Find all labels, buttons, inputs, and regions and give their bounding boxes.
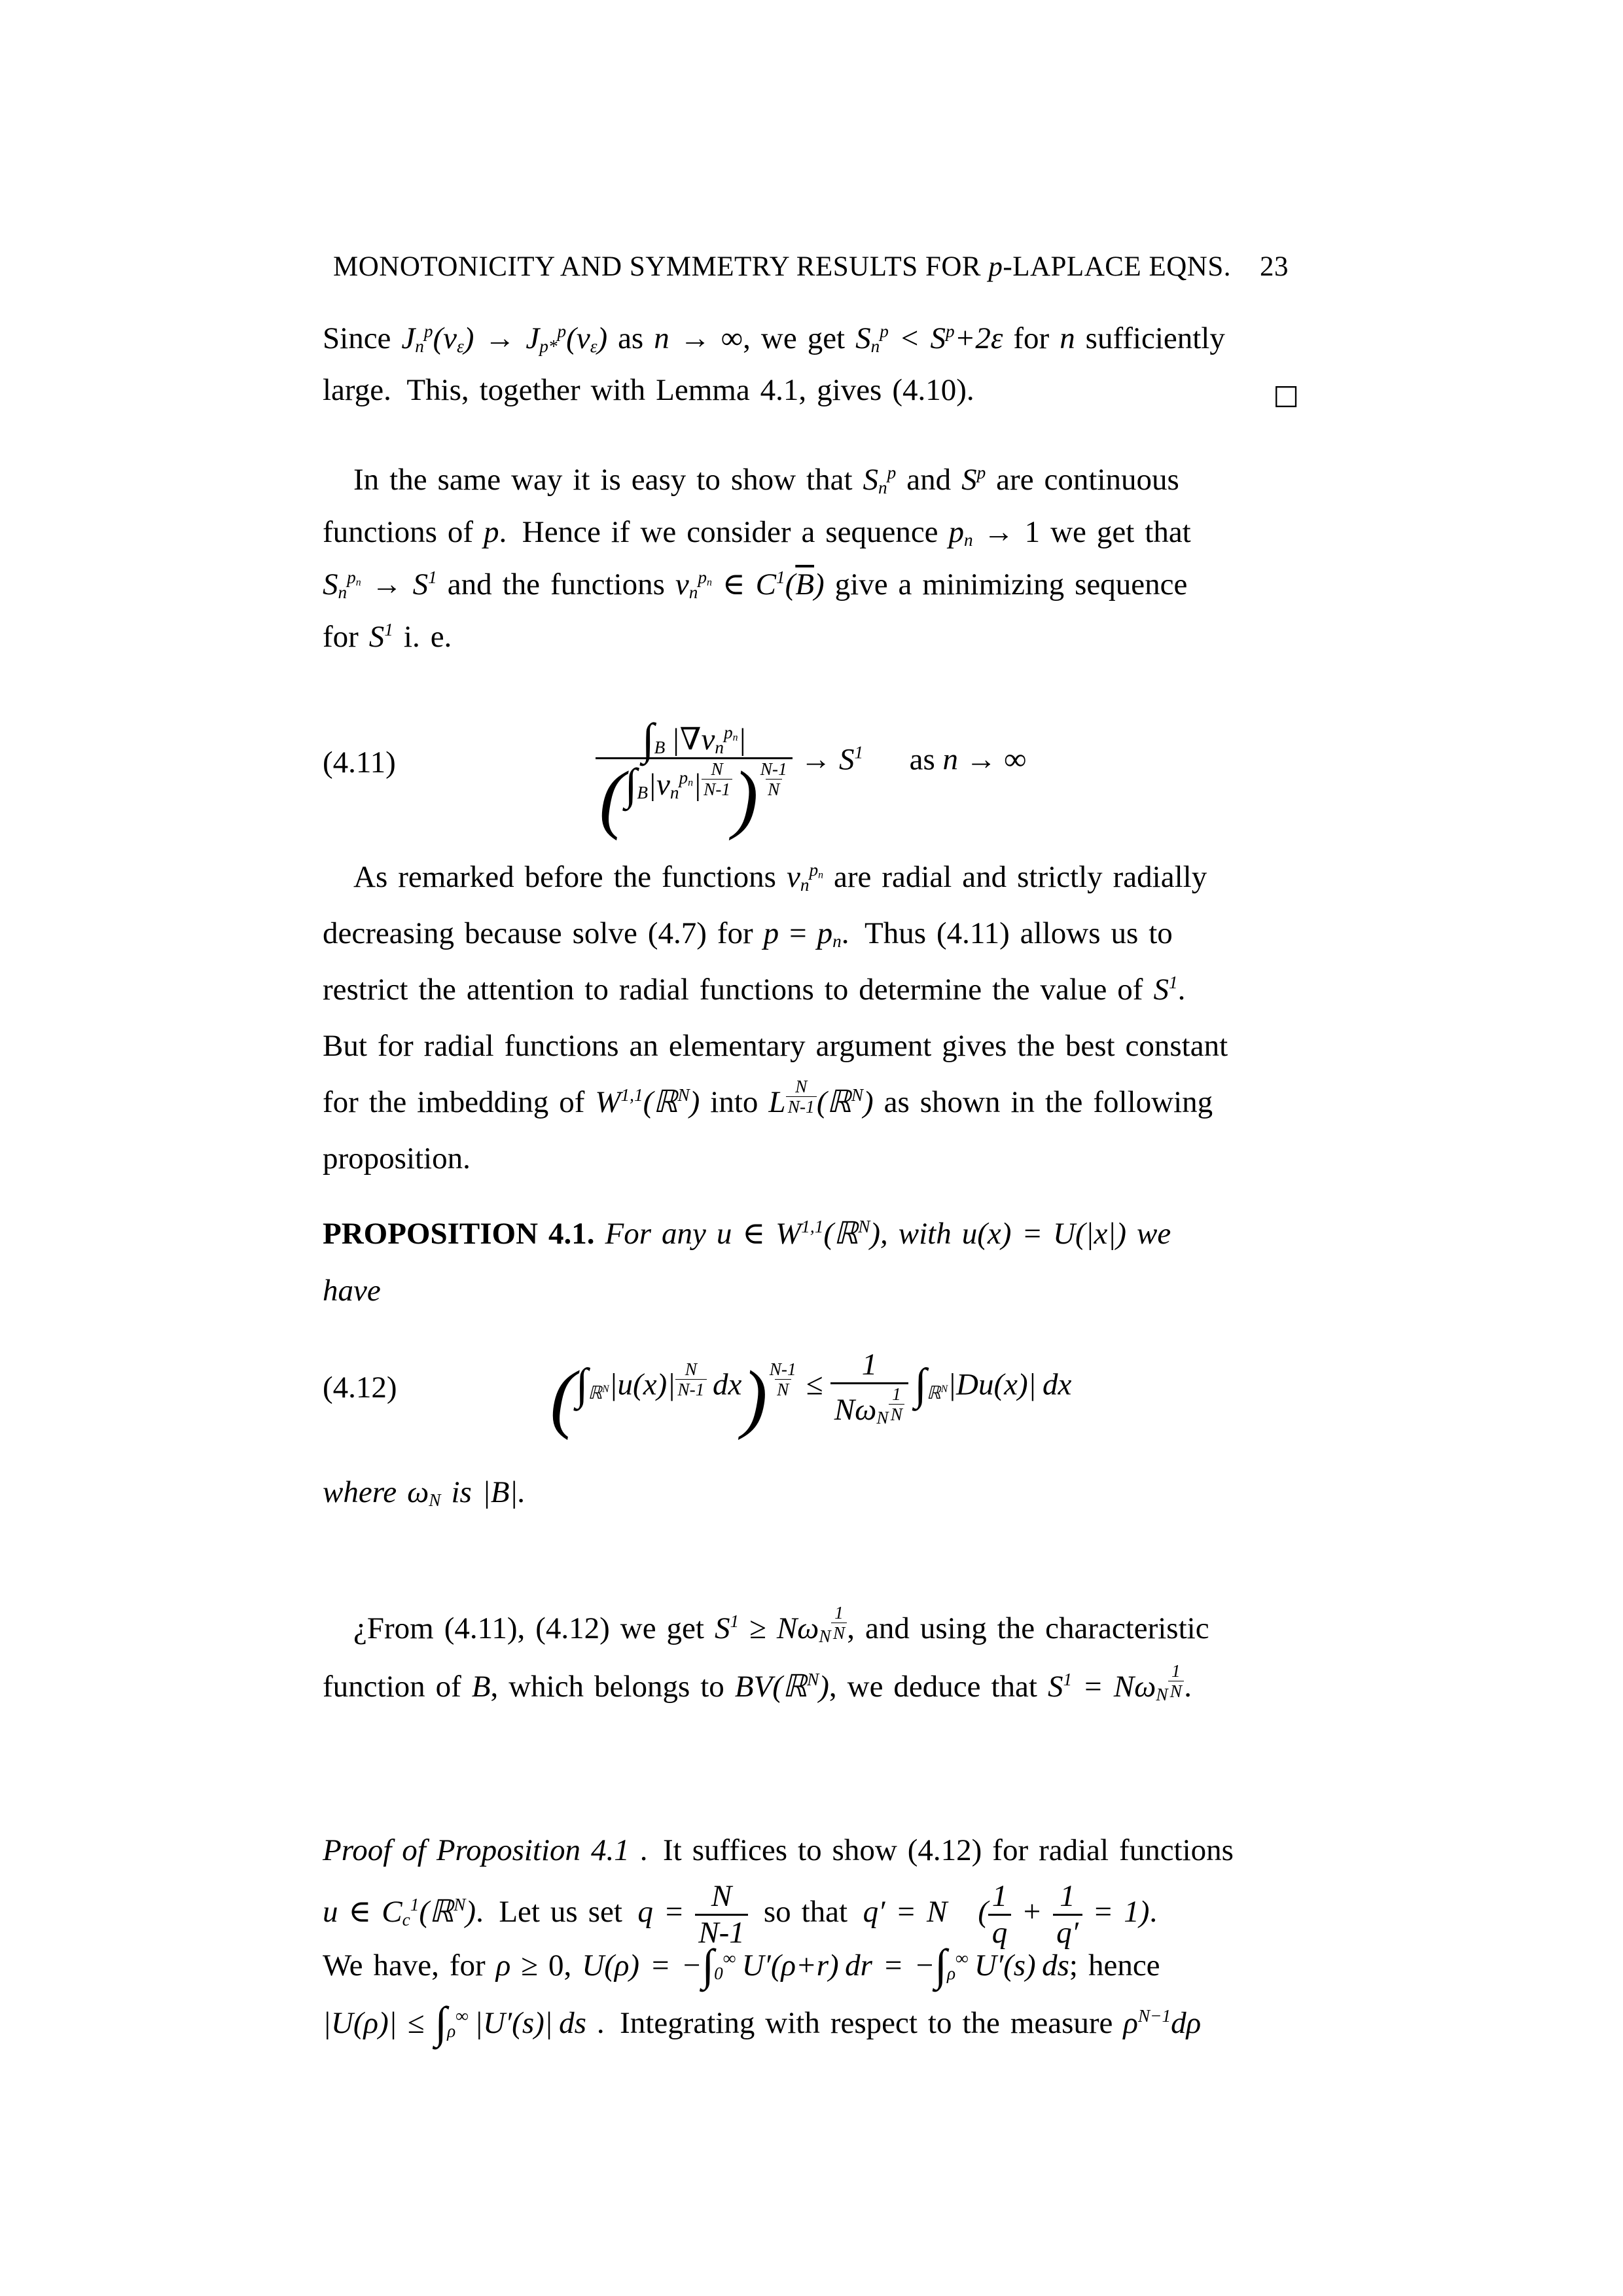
equation-formula: ($\int_{ℝ^N}|u(x)|$ $^{\frac{N}{N-1}}$ dx) $^{\frac{N-1}{N}}$ ≤ 1 $N\omega_N$ $^{\frac{1}{N}}$ $\int_{ℝ^N}|Du(x)|$ dx (550, 1348, 1072, 1441)
paragraph-same-way (323, 454, 1299, 663)
text-line: functions of p. Hence if we consider a sequence $p_n \to 1$ we get that (323, 515, 1191, 550)
text-line: u ∈ $C_c^1(ℝ^N)$. Let us set q = $\frac{N}{N-1}$ so that q′ = N ( $\frac{1}{q}$ + $\frac{1}{q'}$ = 1). (323, 1879, 1158, 1950)
equation-4-11 (323, 687, 1299, 841)
text-line: function of B, which belongs to BV(ℝ$^N$), we deduce that $S^1 = N\omega_N$ $^{\frac{1}{N}}$ . (323, 1660, 1192, 1704)
proposition-heading-line: PROPOSITION 4.1. For any u ∈ W$^{1,1}$(ℝ$^N$), with u(x) = U(|x|) we (323, 1217, 1171, 1251)
text-line: for $S^1$ i. e. (323, 620, 452, 654)
running-head-title: MONOTONICITY AND SYMMETRY RESULTS FOR p-LAPLACE EQNS. (333, 251, 1231, 282)
text-line: where $\omega_N$ is |B|. (323, 1475, 526, 1510)
text-line: $|U(\rho)| \le \int_\rho^\infty$ |U′(s)| ds . Integrating with respect to the measure $\rho^{N-1}d\rho$ (323, 1997, 1202, 2047)
equation-label: (4.11) (323, 745, 396, 780)
paragraph-from (323, 1600, 1299, 1716)
text-line: As remarked before the functions $v_n^{p_n}$ are radial and strictly radially (353, 860, 1207, 895)
text-line: Since $J_n^p(v_\varepsilon) \to J_{p*}^p(v_\varepsilon)$ as n → ∞, we get $S_n^p < S^p+2\varepsilon$ for n sufficiently (323, 321, 1225, 356)
paragraph-since (323, 313, 1299, 416)
running-head (323, 251, 1299, 283)
equation-label: (4.12) (323, 1371, 397, 1405)
equation-formula: $\int_B$ $|\nabla v_n^{p_n}|$ ($\int_B|v_n^{p_n}|$ $^{\frac{N}{N-1}}$ ) $^{\frac{N-1}{N}}$ → $S^1$ as n → ∞ (596, 723, 1026, 802)
where-clause (323, 1464, 1299, 1520)
text-line: We have, for ρ ≥ 0, $U(\rho) = -\int_0^\infty$ U′(ρ+r) dr = $-\int_\rho^\infty$ U′(s) ds; hence (323, 1939, 1160, 1990)
proposition-4-1 (323, 1206, 1299, 1319)
paragraph-proof (323, 1821, 1299, 2052)
text-line: have (323, 1274, 381, 1308)
qed-box: □ (1273, 378, 1299, 410)
equation-4-12 (323, 1322, 1299, 1453)
text-line: proposition. (323, 1141, 471, 1175)
paragraph-as-remarked (323, 849, 1299, 1187)
text-line: restrict the attention to radial functions to determine the value of $S^1$. (323, 973, 1186, 1007)
text-line: for the imbedding of W$^{1,1}$(ℝ$^N$) into L $^{\frac{N}{N-1}}$ (ℝ$^N$) as shown in the following (323, 1076, 1213, 1119)
text-line (323, 365, 1299, 416)
text-line: $S_n^{p_n} \to S^1$ and the functions $v_n^{p_n}$ ∈ $C^1(\overline{B})$ give a minimizing sequence (323, 567, 1188, 602)
text-line: ¿From (4.11), (4.12) we get $S^1 \ge N\omega_N$ $^{\frac{1}{N}}$ , and using the characteristic (353, 1602, 1209, 1646)
text-line: But for radial functions an elementary argument gives the best constant (323, 1029, 1228, 1063)
text-line: In the same way it is easy to show that $S_n^p$ and $S^p$ are continuous (353, 463, 1179, 497)
text-line: decreasing because solve (4.7) for $p = p_n$. Thus (4.11) allows us to (323, 916, 1173, 951)
page-number: 23 (1259, 251, 1289, 282)
text-line-content: large. This, together with Lemma 4.1, gives (4.10). (323, 373, 974, 407)
proof-heading-line: Proof of Proposition 4.1 . It suffices to show (4.12) for radial functions (323, 1833, 1234, 1867)
